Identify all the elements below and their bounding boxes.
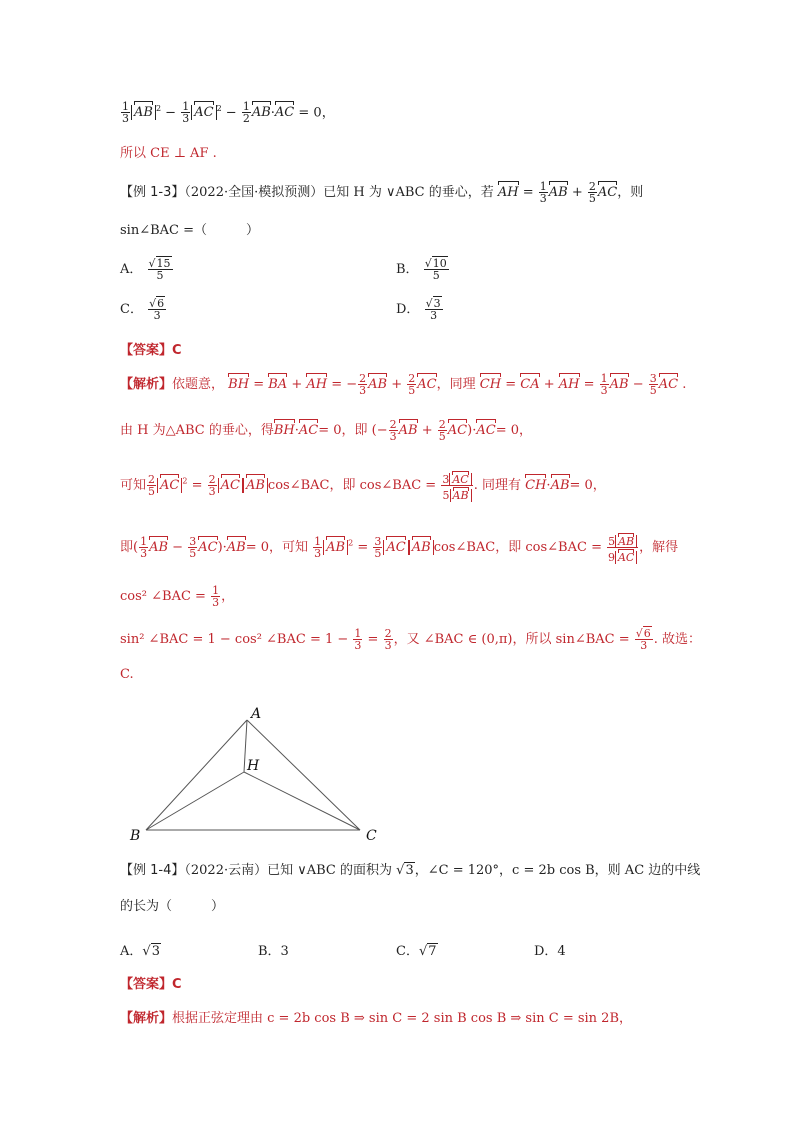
- option-b: B． $\frac{√10}{5}$: [396, 257, 447, 282]
- analysis-line-5: cos² ∠BAC = $\frac{1}{3}$ ，: [120, 584, 235, 609]
- edge-ac: [247, 720, 360, 830]
- analysis-line-2: 由 H 为△ABC 的垂心，得BH·AC= 0，即 (− $\frac{2}{3}$ AB + $\frac{2}{5}$ AC)·AC= 0，: [120, 418, 532, 443]
- option-c: C． $\frac{√6}{3}$: [120, 297, 165, 322]
- analysis-1-4: 【解析】根据正弦定理由 c = 2b cos B ⇒ sin C = 2 sin B cos B ⇒ sin C = sin 2B，: [120, 1011, 633, 1026]
- option-1-4-a: A．√3: [120, 944, 160, 959]
- answer-label: 【答案】C: [120, 343, 182, 358]
- label-h: H: [247, 758, 260, 774]
- example-1-3-question-line2: sin∠BAC =（ ）: [120, 223, 260, 238]
- example-1-4-question: 【例 1-4】（2022·云南）已知 ∨ABC 的面积为 √3，∠C = 120°，c = 2b cos B，则 AC 边的中线: [120, 863, 701, 878]
- analysis-line-6: sin² ∠BAC = 1 − cos² ∠BAC = 1 − $\frac{1}{3}$ = $\frac{2}{3}$ ，又 ∠BAC ∈ (0,π)，所以 sin∠BAC = $\frac{√6}{3}$ . 故选：: [120, 627, 702, 652]
- segment-ch: [244, 772, 360, 830]
- option-a: A． $\frac{√15}{5}$: [120, 257, 171, 282]
- triangle-figure: [124, 700, 384, 850]
- analysis-line-3: 可知 $\frac{2}{5}$ AC $^2$ = $\frac{2}{3}$ AC AB cos∠BAC，即 cos∠BAC = $\frac{3 AC}{5 AB}$ . 同理有 CH·AB= 0，: [120, 470, 606, 501]
- analysis-line-4: 即( $\frac{1}{3}$ AB − $\frac{3}{5}$ AC)·AB= 0，可知 $\frac{1}{3}$ AB $^2$ = $\frac{3}{5}$ AC AB cos∠BAC，即 cos∠BAC = $\frac{5 AB}{9 AC}$ ，解得: [120, 532, 678, 563]
- option-1-4-d: D．4: [534, 944, 566, 959]
- edge-ab: [146, 720, 247, 830]
- answer-label-1-4: 【答案】C: [120, 977, 182, 992]
- conclusion-text: 所以 CE ⊥ AF .: [120, 146, 217, 161]
- option-1-4-b: B．3: [258, 944, 289, 959]
- option-d: D． $\frac{√3}{3}$: [396, 297, 441, 322]
- label-a: A: [251, 706, 262, 722]
- segment-bh: [146, 772, 244, 830]
- analysis-line-7: C.: [120, 667, 134, 682]
- label-c: C: [366, 828, 377, 844]
- formula-line-1: $\frac{1}{3}$ AB $^2$ − $\frac{1}{3}$ AC $^2$ − $\frac{1}{2}$ AB·AC = 0，: [122, 100, 335, 126]
- example-1-4-question-line2: 的长为（ ）: [120, 899, 225, 914]
- label-b: B: [130, 828, 141, 844]
- example-1-3-question: 【例 1-3】（2022·全国·模拟预测）已知 H 为 ∨ABC 的垂心，若 AH = $\frac{1}{3}$ AB + $\frac{2}{5}$ AC，则: [120, 180, 644, 205]
- option-1-4-c: C．√7: [396, 944, 437, 959]
- analysis-line-1: 【解析】依题意， BH = BA + AH = − $\frac{2}{3}$ AB + $\frac{2}{5}$ AC，同理 CH = CA + AH = $\frac{1}{3}$ AB − $\frac{3}{5}$ AC .: [120, 372, 687, 397]
